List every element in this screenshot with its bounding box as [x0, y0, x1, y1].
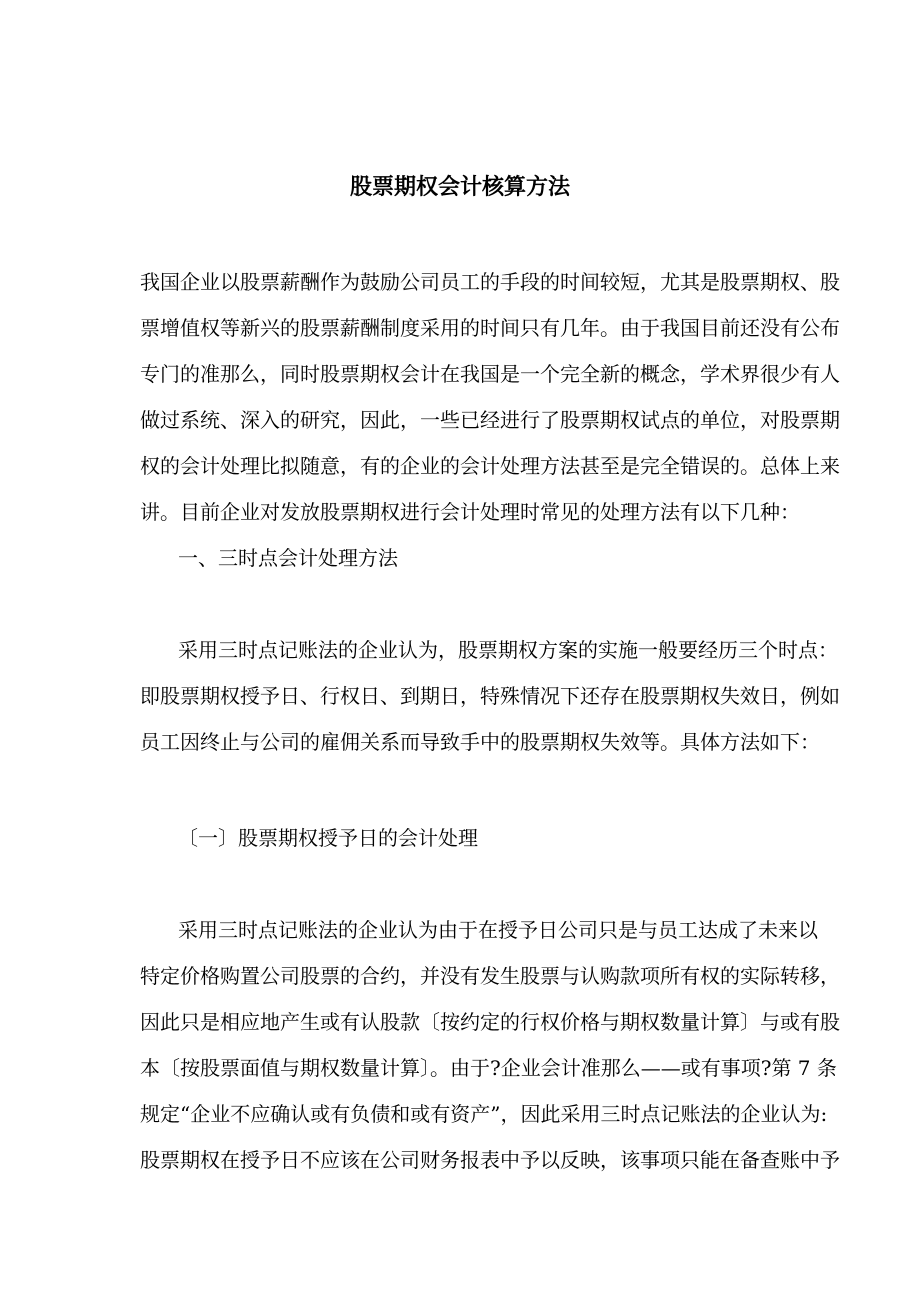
paragraph-3-line: 因此只是相应地产生或有认股款〔按约定的行权价格与期权数量计算〕与或有股: [140, 1010, 840, 1034]
paragraph-1-line: 票增值权等新兴的股票薪酬制度采用的时间只有几年。由于我国目前还没有公布: [140, 316, 840, 340]
paragraph-3-line: 特定价格购置公司股票的合约，并没有发生股票与认购款项所有权的实际转移，: [140, 964, 840, 988]
section-heading: 一、三时点会计处理方法: [178, 546, 398, 570]
paragraph-1-line: 做过系统、深入的研究，因此，一些已经进行了股票期权试点的单位，对股票期: [140, 408, 840, 432]
document-title: 股票期权会计核算方法: [349, 174, 570, 200]
paragraph-2-line: 即股票期权授予日、行权日、到期日，特殊情况下还存在股票期权失效日，例如: [140, 684, 840, 708]
paragraph-2-line: 采用三时点记账法的企业认为，股票期权方案的实施一般要经历三个时点：: [178, 638, 838, 662]
paragraph-3-line: 股票期权在授予日不应该在公司财务报表中予以反映，该事项只能在备查账中予: [140, 1148, 840, 1172]
subsection-heading: 〔一〕股票期权授予日的会计处理: [178, 826, 478, 850]
paragraph-3-line: 采用三时点记账法的企业认为由于在授予日公司只是与员工达成了未来以: [178, 918, 818, 942]
paragraph-3-line: 本〔按股票面值与期权数量计算〕。由于?企业会计准那么——或有事项?第 7 条: [140, 1056, 837, 1080]
paragraph-1-line: 权的会计处理比拟随意，有的企业的会计处理方法甚至是完全错误的。总体上来: [140, 454, 840, 478]
paragraph-2-line: 员工因终止与公司的雇佣关系而导致手中的股票期权失效等。具体方法如下：: [140, 730, 820, 754]
paragraph-3-line: 规定“企业不应确认或有负债和或有资产”，因此采用三时点记账法的企业认为:: [140, 1102, 828, 1126]
paragraph-1-line: 我国企业以股票薪酬作为鼓励公司员工的手段的时间较短，尤其是股票期权、股: [140, 270, 840, 294]
paragraph-1-line: 讲。目前企业对发放股票期权进行会计处理时常见的处理方法有以下几种：: [140, 500, 800, 524]
paragraph-1-line: 专门的准那么，同时股票期权会计在我国是一个完全新的概念，学术界很少有人: [140, 362, 840, 386]
